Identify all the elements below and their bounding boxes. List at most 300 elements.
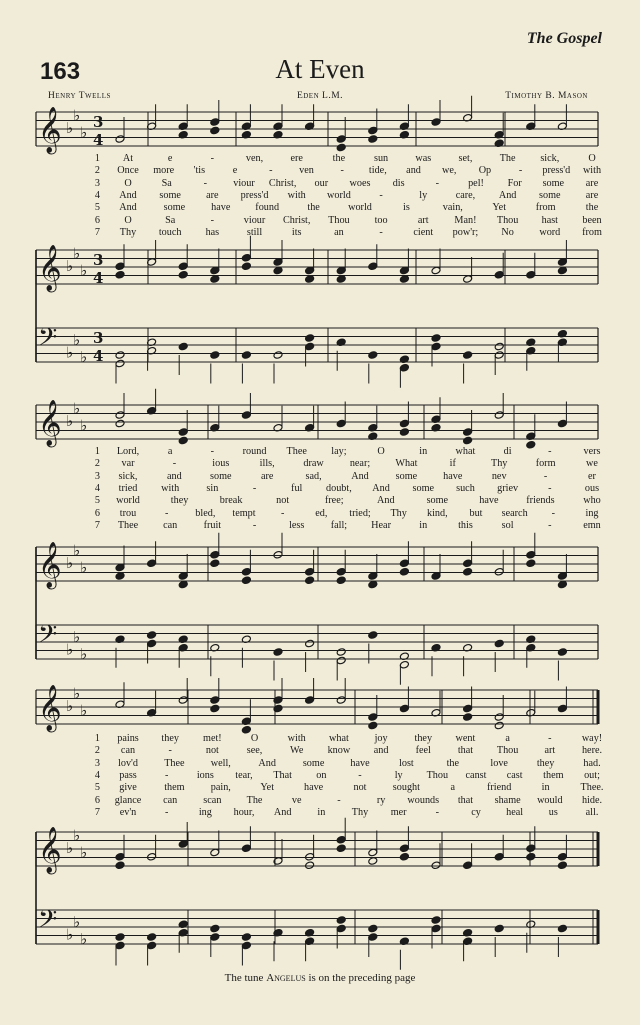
- lyric-line: [0, 190, 640, 202]
- lyric-syllable: Thou: [496, 214, 519, 226]
- lyric-syllable: Thee: [286, 446, 307, 457]
- lyric-syllable: had.: [583, 757, 601, 769]
- lyric-syllable: canst: [465, 769, 487, 781]
- syllable-hyphen: -: [548, 482, 552, 494]
- lyric-line: [0, 807, 640, 819]
- lyric-syllable: pass: [119, 769, 137, 781]
- notehead: [115, 419, 125, 428]
- notehead: [557, 648, 567, 657]
- notehead: [210, 924, 220, 933]
- lyric-syllable: dis: [392, 177, 405, 189]
- lyric-syllable: And: [273, 806, 292, 818]
- lyric-syllable: No: [501, 226, 514, 238]
- lyric-syllable: e: [167, 153, 173, 164]
- lyric-syllable: word: [539, 226, 561, 238]
- notehead: [431, 266, 441, 275]
- lyric-syllable: Sa: [161, 177, 172, 189]
- lyric-line: [0, 446, 640, 458]
- lyric-syllable: art: [417, 214, 429, 226]
- notehead: [463, 861, 473, 870]
- notehead: [336, 135, 346, 144]
- verse-number: 7: [94, 806, 100, 818]
- lyric-syllable: in: [419, 446, 428, 457]
- notehead: [241, 567, 251, 576]
- flat-sign: ♭: [73, 684, 81, 703]
- notehead: [273, 266, 283, 275]
- notehead: [210, 933, 220, 942]
- notehead: [336, 567, 346, 576]
- lyric-syllable: the: [585, 202, 599, 214]
- lyric-syllable: some: [539, 189, 561, 201]
- lyric-syllable: world: [327, 189, 351, 201]
- notehead: [210, 266, 220, 275]
- lyric-syllable: have: [350, 757, 370, 769]
- footnote: [0, 972, 640, 984]
- lyric-syllable: ere: [290, 153, 303, 164]
- lyric-syllable: ing: [585, 507, 599, 519]
- lyric-syllable: some: [395, 470, 418, 482]
- notehead: [494, 852, 504, 861]
- notehead: [557, 266, 567, 275]
- bass-clef: 𝄢: [38, 323, 58, 358]
- hymn-number: 163: [40, 58, 81, 85]
- notehead: [115, 563, 125, 572]
- lyric-syllable: ills,: [259, 458, 275, 470]
- notehead: [463, 436, 473, 445]
- lyric-syllable: can: [120, 745, 136, 757]
- notehead: [241, 941, 251, 950]
- lyric-syllable: Thy: [490, 458, 508, 470]
- notehead: [399, 275, 409, 284]
- syllable-hyphen: -: [548, 733, 552, 744]
- notehead: [368, 933, 378, 942]
- notehead: [241, 844, 251, 853]
- flat-sign: ♭: [66, 412, 74, 430]
- notehead: [368, 135, 378, 144]
- notehead: [273, 258, 283, 267]
- notehead: [494, 924, 504, 933]
- lyric-syllable: sun: [374, 153, 389, 164]
- lyric-syllable: ous: [584, 482, 600, 494]
- flat-sign: ♭: [66, 554, 74, 572]
- notehead: [557, 704, 567, 713]
- lyric-syllable: are: [206, 189, 219, 201]
- verse-number: 3: [94, 470, 100, 482]
- notehead: [463, 275, 473, 284]
- notehead: [336, 835, 346, 844]
- lyric-syllable: trou: [119, 507, 137, 519]
- lyric-syllable: have: [479, 495, 499, 507]
- lyric-syllable: tide,: [368, 165, 387, 177]
- footnote-tune: Angelus: [266, 972, 306, 984]
- notehead: [115, 941, 125, 950]
- flat-sign: ♭: [73, 541, 81, 560]
- flat-sign: ♭: [80, 347, 88, 366]
- notehead: [210, 550, 220, 559]
- lyric-line: [0, 202, 640, 214]
- footnote-post: is on the preceding page: [308, 972, 416, 984]
- notehead: [305, 861, 315, 870]
- lyric-syllable: with: [161, 482, 180, 494]
- lyric-syllable: 'tis: [193, 165, 206, 177]
- verse-number: 4: [94, 189, 100, 201]
- lyric-syllable: we: [586, 458, 598, 470]
- notehead: [431, 342, 441, 351]
- lyric-syllable: doubt,: [326, 482, 352, 494]
- lyric-line: [0, 178, 640, 190]
- verse-number: 2: [94, 458, 100, 470]
- notehead: [241, 262, 251, 271]
- verse-number: 5: [94, 202, 100, 214]
- verse-number: 4: [94, 482, 100, 494]
- lyric-syllable: Thy: [390, 507, 407, 519]
- lyric-syllable: Thou: [426, 769, 449, 781]
- section-heading: The Gospel: [526, 30, 602, 47]
- lyric-syllable: they: [161, 733, 179, 744]
- notehead: [463, 351, 473, 360]
- notehead: [178, 270, 188, 279]
- lyric-syllable: and: [373, 745, 389, 757]
- notehead: [336, 924, 346, 933]
- lyric-syllable: viour: [233, 177, 255, 189]
- lyric-syllable: O: [588, 153, 596, 164]
- lyric-syllable: For: [507, 177, 522, 189]
- lyric-line: [0, 733, 640, 745]
- lyric-syllable: And: [258, 757, 276, 769]
- notehead: [526, 550, 536, 559]
- lyric-syllable: var: [121, 458, 135, 470]
- lyric-syllable: O: [377, 446, 385, 457]
- lyric-syllable: ry: [376, 794, 386, 806]
- lyric-syllable: emn: [583, 519, 601, 531]
- lyric-syllable: The: [499, 153, 516, 164]
- flat-sign: ♭: [80, 416, 88, 435]
- lyric-syllable: lost: [399, 757, 414, 769]
- lyric-syllable: an: [334, 226, 344, 238]
- lyric-syllable: on: [316, 769, 327, 781]
- notehead: [305, 334, 315, 343]
- notehead: [241, 933, 251, 942]
- notehead: [494, 721, 504, 730]
- lyric-syllable: some: [426, 495, 449, 507]
- notehead: [273, 351, 283, 360]
- lyric-syllable: Once: [117, 165, 139, 177]
- notehead: [336, 696, 346, 705]
- notehead: [368, 351, 378, 360]
- lyric-line: [0, 745, 640, 757]
- lyric-syllable: all.: [585, 806, 599, 818]
- lyric-syllable: friend: [487, 782, 512, 794]
- notehead: [368, 572, 378, 581]
- composer-credit: Timothy B. Mason: [505, 91, 588, 101]
- lyric-syllable: less: [289, 519, 305, 531]
- treble-clef: 𝄞: [38, 827, 62, 873]
- lyric-syllable: ly: [394, 769, 403, 781]
- lyric-syllable: here.: [581, 745, 603, 757]
- lyric-syllable: search: [501, 507, 528, 519]
- notehead: [399, 704, 409, 713]
- syllable-hyphen: -: [210, 446, 215, 457]
- lyric-syllable: shame: [494, 794, 521, 806]
- lyric-syllable: draw: [303, 458, 324, 470]
- notehead: [115, 861, 125, 870]
- notehead: [241, 351, 251, 360]
- treble-clef: 𝄞: [38, 400, 62, 446]
- notehead: [399, 419, 409, 428]
- lyric-syllable: out;: [584, 769, 600, 781]
- lyric-syllable: lay;: [331, 446, 347, 457]
- lyric-syllable: can: [163, 519, 178, 531]
- lyric-syllable: more: [153, 165, 175, 177]
- lyric-syllable: what: [455, 446, 476, 457]
- notehead: [115, 135, 125, 144]
- lyric-syllable: nev: [491, 470, 507, 482]
- notehead: [305, 696, 315, 705]
- lyric-syllable: bled,: [195, 507, 216, 519]
- syllable-hyphen: -: [168, 745, 172, 757]
- lyric-syllable: well,: [210, 757, 231, 769]
- lyric-syllable: Thou: [328, 214, 350, 226]
- notehead: [210, 275, 220, 284]
- time-signature-top: 3: [93, 251, 104, 269]
- notehead: [178, 572, 188, 581]
- lyric-syllable: from: [582, 226, 602, 238]
- lyric-syllable: and: [406, 165, 421, 177]
- syllable-hyphen: -: [548, 519, 552, 531]
- lyric-syllable: feel: [415, 745, 431, 757]
- notehead: [305, 852, 315, 861]
- flat-sign: ♭: [73, 244, 81, 263]
- lyric-syllable: And: [498, 189, 517, 201]
- lyric-syllable: this: [458, 519, 473, 531]
- lyric-syllable: Thy: [351, 806, 369, 818]
- notehead: [210, 696, 220, 705]
- lyric-syllable: woes: [349, 177, 371, 189]
- lyric-syllable: hide.: [581, 794, 603, 806]
- lyric-line: [0, 215, 640, 227]
- lyric-syllable: they: [536, 757, 555, 769]
- notehead: [178, 342, 188, 351]
- lyric-syllable: Thy: [119, 226, 137, 238]
- lyric-syllable: sick,: [118, 470, 138, 482]
- notehead: [431, 924, 441, 933]
- lyric-syllable: the: [307, 202, 320, 214]
- notehead: [336, 916, 346, 925]
- lyric-syllable: with: [582, 165, 602, 177]
- notehead: [557, 924, 567, 933]
- notehead: [368, 721, 378, 730]
- lyric-line: [0, 165, 640, 177]
- lyric-syllable: not: [276, 495, 290, 507]
- notehead: [368, 713, 378, 722]
- notehead: [210, 559, 220, 568]
- lyric-line: [0, 770, 640, 782]
- notehead: [368, 848, 378, 857]
- notehead: [526, 852, 536, 861]
- notehead: [147, 933, 157, 942]
- syllable-hyphen: -: [164, 806, 169, 818]
- lyric-syllable: can: [163, 794, 178, 806]
- notehead: [368, 580, 378, 589]
- notehead: [557, 580, 567, 589]
- notehead: [273, 550, 283, 559]
- lyric-syllable: pow'r;: [452, 226, 479, 238]
- lyric-syllable: us: [548, 806, 558, 818]
- notehead: [431, 572, 441, 581]
- lyric-syllable: some: [159, 189, 181, 201]
- lyric-syllable: would: [537, 794, 563, 806]
- notehead: [210, 704, 220, 713]
- lyric-syllable: ven: [299, 165, 314, 177]
- lyric-syllable: have: [303, 782, 324, 794]
- lyric-syllable: press'd: [542, 165, 571, 177]
- treble-clef: 𝄞: [38, 542, 62, 588]
- notehead: [368, 126, 378, 135]
- verse-number: 3: [94, 177, 100, 189]
- notehead: [305, 639, 315, 648]
- notehead: [305, 342, 315, 351]
- lyric-syllable: know: [327, 745, 351, 757]
- lyric-syllable: Hear: [371, 519, 391, 531]
- notehead: [494, 351, 504, 360]
- lyric-syllable: not: [205, 745, 219, 757]
- lyric-syllable: And: [351, 470, 369, 482]
- syllable-hyphen: -: [548, 446, 552, 457]
- lyric-syllable: with: [287, 189, 306, 201]
- verse-number: 2: [94, 165, 100, 177]
- lyric-syllable: care,: [455, 189, 476, 201]
- syllable-hyphen: -: [210, 153, 215, 164]
- notehead: [147, 852, 157, 861]
- notehead: [463, 713, 473, 722]
- notehead: [147, 639, 157, 648]
- lyric-syllable: still: [246, 226, 263, 238]
- footnote-pre: The tune: [224, 972, 264, 984]
- notehead: [147, 559, 157, 568]
- lyric-syllable: they: [414, 733, 433, 744]
- lyric-syllable: some: [412, 482, 435, 494]
- lyric-syllable: cient: [413, 226, 434, 238]
- notehead: [494, 342, 504, 351]
- lyric-syllable: is: [402, 202, 410, 214]
- flat-sign: ♭: [66, 925, 74, 944]
- lyric-syllable: Thou: [496, 745, 519, 757]
- notehead: [273, 648, 283, 657]
- lyric-syllable: Thee: [164, 757, 185, 769]
- lyric-syllable: ev'n: [119, 806, 137, 818]
- notehead: [494, 713, 504, 722]
- notehead: [526, 270, 536, 279]
- notehead: [178, 580, 188, 589]
- notehead: [178, 262, 188, 271]
- lyric-syllable: mer: [390, 806, 407, 818]
- lyric-syllable: what: [329, 733, 349, 744]
- lyric-syllable: went: [455, 733, 476, 744]
- notehead: [368, 924, 378, 933]
- lyric-syllable: cast: [506, 769, 523, 781]
- notehead: [241, 411, 251, 420]
- treble-clef: 𝄞: [38, 245, 62, 291]
- lyric-syllable: ions: [196, 769, 214, 781]
- syllable-hyphen: -: [269, 165, 273, 177]
- lyric-syllable: found: [255, 202, 280, 214]
- lyric-syllable: has: [205, 226, 220, 238]
- verse-number: 6: [94, 214, 100, 226]
- lyric-syllable: with: [287, 733, 306, 744]
- notehead: [463, 428, 473, 437]
- flat-sign: ♭: [73, 627, 81, 646]
- verse-number: 7: [94, 226, 100, 238]
- lyric-syllable: vain,: [442, 202, 463, 214]
- flat-sign: ♭: [80, 261, 88, 280]
- lyric-line: [0, 227, 640, 239]
- lyric-syllable: are: [585, 177, 599, 189]
- verse-number: 3: [94, 757, 100, 769]
- notehead: [336, 656, 346, 665]
- lyric-syllable: form: [535, 458, 556, 470]
- lyric-syllable: lov'd: [118, 757, 138, 769]
- lyric-syllable: sought: [392, 782, 420, 794]
- lyric-syllable: some: [542, 177, 565, 189]
- lyric-syllable: Christ,: [268, 177, 297, 189]
- notehead: [115, 359, 125, 368]
- notehead: [115, 351, 125, 360]
- lyric-syllable: are: [260, 470, 274, 482]
- lyric-syllable: pain,: [210, 782, 231, 794]
- treble-clef: 𝄞: [38, 685, 62, 731]
- lyric-syllable: O: [250, 733, 259, 744]
- flat-sign: ♭: [66, 640, 74, 659]
- lyric-syllable: touch: [158, 226, 182, 238]
- lyric-syllable: Thee.: [580, 782, 604, 794]
- syllable-hyphen: -: [435, 806, 440, 818]
- notehead: [147, 941, 157, 950]
- notehead: [336, 576, 346, 585]
- tune-name: Eden L.M.: [296, 91, 344, 101]
- verse-number: 5: [94, 782, 100, 794]
- lyric-syllable: are: [585, 189, 599, 201]
- lyric-syllable: press'd: [240, 189, 269, 201]
- lyric-syllable: we,: [442, 165, 457, 177]
- lyric-syllable: We: [290, 745, 304, 757]
- notehead: [399, 660, 409, 669]
- lyric-syllable: At: [122, 153, 134, 164]
- notehead: [115, 933, 125, 942]
- notehead: [557, 419, 567, 428]
- notehead: [431, 861, 441, 870]
- flat-sign: ♭: [73, 826, 81, 845]
- lyric-syllable: tried: [118, 482, 138, 494]
- lyric-line: [0, 153, 640, 165]
- lyric-syllable: di: [503, 446, 512, 457]
- verse-number: 1: [94, 446, 100, 457]
- lyric-syllable: in: [541, 782, 550, 794]
- notehead: [210, 848, 220, 857]
- notehead: [336, 648, 346, 657]
- lyric-syllable: see,: [246, 745, 263, 757]
- bass-clef: 𝄢: [38, 905, 58, 940]
- lyric-syllable: art: [544, 745, 556, 757]
- lyric-syllable: Yet: [492, 202, 507, 214]
- syllable-hyphen: -: [252, 519, 257, 531]
- notehead: [399, 428, 409, 437]
- notehead: [463, 704, 473, 713]
- flat-sign: ♭: [73, 399, 81, 418]
- time-signature-top: 3: [93, 113, 104, 131]
- notehead: [336, 143, 346, 152]
- syllable-hyphen: -: [379, 226, 383, 238]
- notehead: [463, 567, 473, 576]
